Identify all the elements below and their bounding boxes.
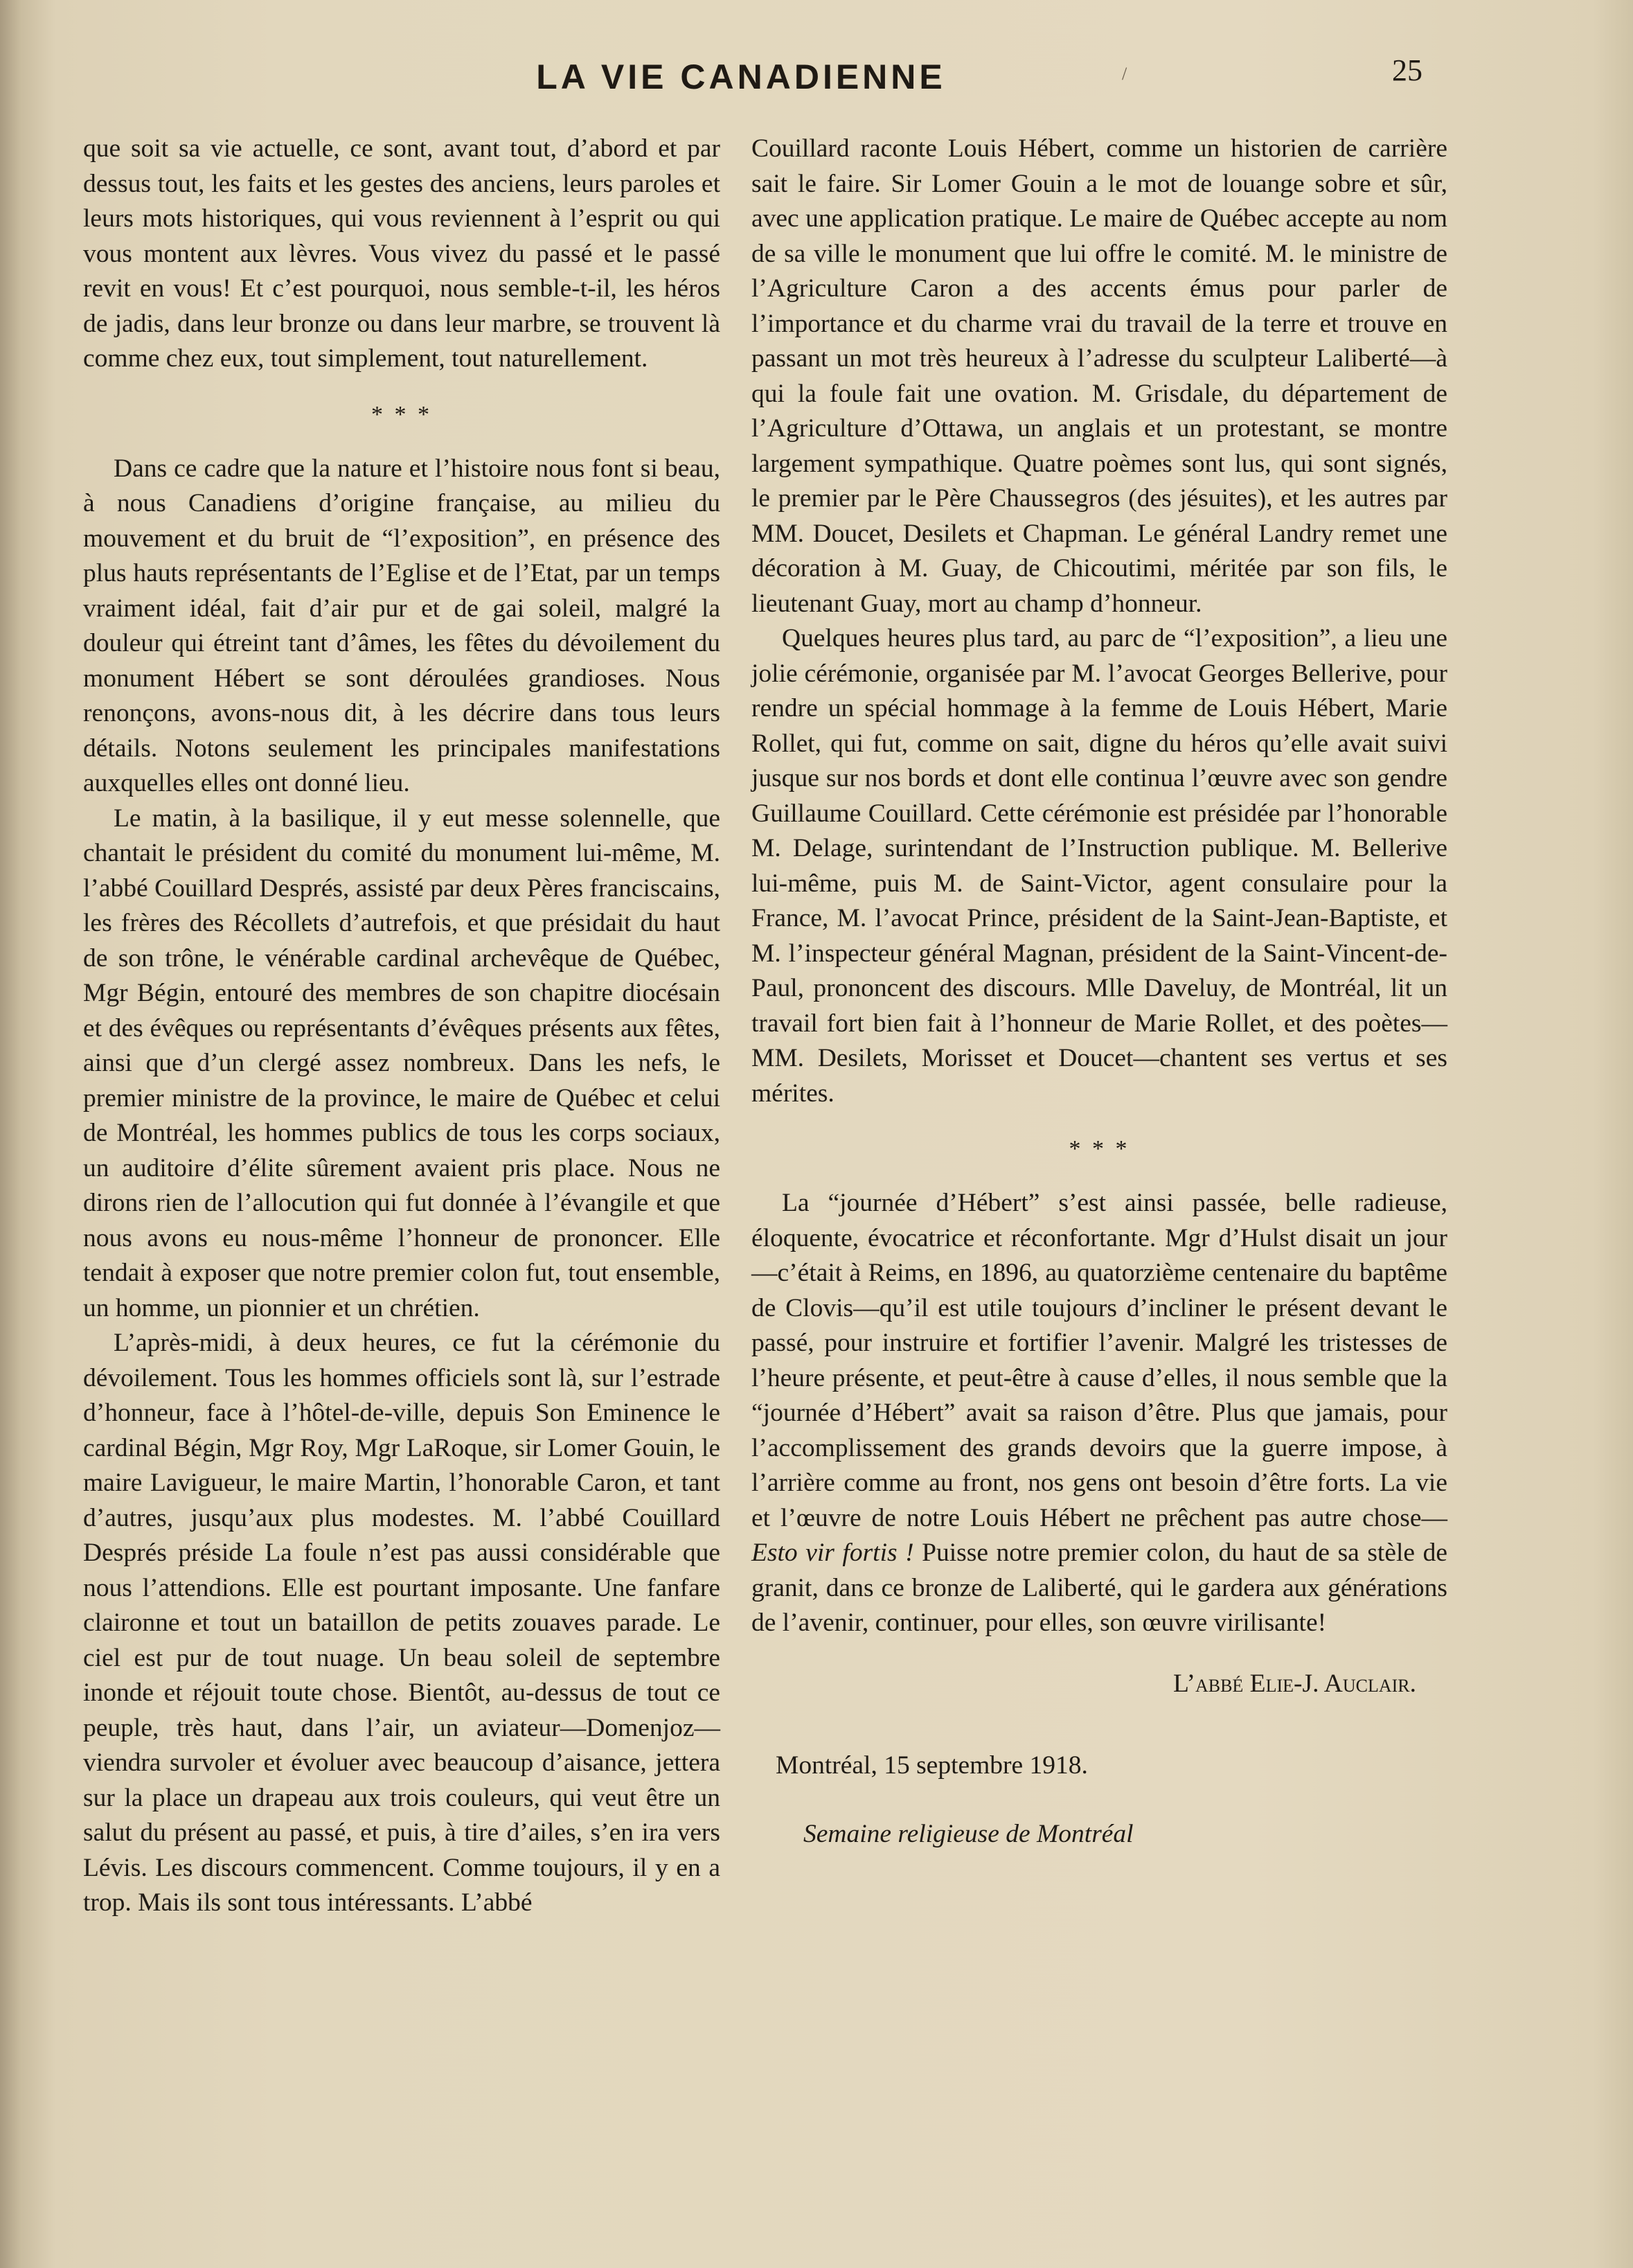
page-number: 25 bbox=[1392, 53, 1422, 87]
left-column bbox=[83, 132, 720, 1921]
paragraph-right-3-closing: Puisse notre premier colon, du haut de sa stèle de granit, dans ce bronze de Laliberté, qui le gardera aux générations de l’avenir, continuer, pour elles, son œuvre virilisante! bbox=[751, 1539, 1447, 1637]
section-separator: * * * bbox=[371, 401, 432, 427]
dateline: Montréal, 15 septembre 1918. bbox=[776, 1751, 1088, 1780]
author-signature: L’abbé Elie-J. Auclair. bbox=[1173, 1669, 1416, 1698]
paragraph-right-3 bbox=[751, 1186, 1447, 1641]
paragraph-left-4: L’après-midi, à deux heures, ce fut la cérémonie du dévoilement. Tous les hommes officiels sont là, sur l’estrade d’honneur, face à l’hôtel-de-ville, depuis Son Eminence le cardinal Bégin, Mgr Roy, Mgr LaRoque, sir Lomer Gouin, le maire Lavigueur, le maire Martin, l’honorable Caron, et tant d’autres, jusqu’aux plus modestes. M. l’abbé Couillard Després préside La foule n’est pas aussi considérable que nous l’attendions. Elle est pourtant imposante. Une fanfare claironne et tout un bataillon de petits zouaves parade. Le ciel est pur de tout nuage. Un beau soleil de septembre inonde et réjouit toute chose. Bientôt, au-dessus de tout ce peuple, très haut, dans l’air, un aviateur—Domenjoz—viendra survoler et évoluer avec beaucoup d’aisance, jettera sur la place un drapeau aux trois couleurs, qui veut être un salut du présent au passé, et puis, à tire d’ailes, s’en ira vers Lévis. Les discours commencent. Comme toujours, il y en a trop. Mais ils sont tous intéressants. L’abbé bbox=[83, 1329, 720, 1917]
latin-motto: Esto vir fortis ! bbox=[751, 1539, 914, 1567]
paragraph-left-1: que soit sa vie actuelle, ce sont, avant tout, d’abord et par dessus tout, les faits et les gestes des anciens, leurs paroles et leurs mots historiques, qui vous reviennent à l’esprit ou qui vous montent aux lèvres. Vous vivez du passé et le passé revit en vous! Et c’est pourquoi, nous semble-t-il, les héros de jadis, dans leur bronze ou dans leur marbre, se trouvent là comme chez eux, tout simplement, tout naturellement. bbox=[83, 134, 720, 373]
paragraph-right-2: Quelques heures plus tard, au parc de “l’exposition”, a lieu une jolie cérémonie, organisée par M. l’avocat Georges Bellerive, pour rendre un spécial hommage à la femme de Louis Hébert, Marie Rollet, qui fut, comme on sait, digne du héros qu’elle avait suivi jusque sur nos bords et dont elle continua l’œuvre avec son gendre Guillaume Couillard. Cette cérémonie est présidée par l’honorable M. Delage, surintendant de l’Instruction publique. M. Bellerive lui-même, puis M. de Saint-Victor, agent consulaire pour la France, M. l’avocat Prince, président de la Saint-Jean-Baptiste, et M. l’inspecteur général Magnan, président de la Saint-Vincent-de-Paul, prononcent des discours. Mlle Daveluy, de Montréal, lit un travail fort bien fait à l’honneur de Marie Rollet, et des poètes—MM. Desilets, Morisset et Doucet—chantent ses vertus et ses mérites. bbox=[751, 624, 1447, 1108]
source-citation: Semaine religieuse de Montréal bbox=[803, 1819, 1134, 1848]
paragraph-right-3-text: La “journée d’Hébert” s’est ainsi passée, belle radieuse, éloquente, évocatrice et réconfortante. Mgr d’Hulst disait un jour—c’était à Reims, en 1896, au quatorzième centenaire du baptême de Clovis—qu’il est utile toujours d’incliner le présent devant le passé, pour instruire et fortifier l’avenir. Malgré les tristesses de l’heure présente, et peut-être à cause d’elles, il nous semble que la “journée d’Hébert” avait sa raison d’être. Plus que jamais, pour l’accomplissement des grands devoirs que la guerre impose, à l’arrière comme au front, nos gens ont besoin d’être forts. La vie et l’œuvre de notre Louis Hébert ne prêchent pas autre chose— bbox=[751, 1189, 1447, 1532]
paragraph-left-3: Le matin, à la basilique, il y eut messe solennelle, que chantait le président du comité du monument lui-même, M. l’abbé Couillard Després, assisté par deux Pères franciscains, les frères des Récollets d’autrefois, et que présidait du haut de son trône, le vénérable cardinal archevêque de Québec, Mgr Bégin, entouré des membres de son chapitre diocésain et des évêques ou représentants d’évêques présents aux fêtes, ainsi que d’un clergé assez nombreux. Dans les nefs, le premier ministre de la province, le maire de Québec et celui de Montréal, les hommes publics de tous les corps sociaux, un auditoire d’élite sûrement avaient pris place. Nous ne dirons rien de l’allocution qui fut donnée à l’évangile et que nous avons eu nous-même l’honneur de prononcer. Elle tendait à exposer que notre premier colon fut, tout ensemble, un homme, un pionnier et un chrétien. bbox=[83, 804, 720, 1322]
paragraph-left-2: Dans ce cadre que la nature et l’histoire nous font si beau, à nous Canadiens d’origine française, au milieu du mouvement et du bruit de “l’exposition”, en présence des plus hauts représentants de l’Eglise et de l’Etat, par un temps vraiment idéal, fait d’air pur et de gai soleil, malgré la douleur qui étreint tant d’âmes, les fêtes du dévoilement du monument Hébert se sont déroulées grandioses. Nous renonçons, avons-nous dit, à les décrire dans tous leurs détails. Notons seulement les principales manifestations auxquelles elles ont donné lieu. bbox=[83, 454, 720, 797]
page-header bbox=[0, 53, 1633, 105]
stray-mark: / bbox=[1122, 64, 1127, 84]
right-column bbox=[751, 132, 1447, 1849]
running-title: LA VIE CANADIENNE bbox=[536, 57, 946, 96]
section-separator: * * * bbox=[1069, 1136, 1130, 1162]
paragraph-right-1: Couillard raconte Louis Hébert, comme un historien de carrière sait le faire. Sir Lomer Gouin a le mot de louange sobre et sûr, avec une application pratique. Le maire de Québec accepte au nom de sa ville le monument que lui offre le comité. M. le ministre de l’Agriculture Caron a des accents émus pour parler de l’importance et du charme vrai du travail de la terre et trouve en passant un mot très heureux à l’adresse du sculpteur Laliberté—à qui la foule fait une ovation. M. Grisdale, du département de l’Agriculture d’Ottawa, un anglais et un protestant, se montre largement sympathique. Quatre poèmes sont lus, qui sont signés, le premier par le Père Chaussegros (des jésuites), et les autres par MM. Doucet, Desilets et Chapman. Le général Landry remet une décoration à M. Guay, de Chicoutimi, méritée par son fils, le lieutenant Guay, mort au champ d’honneur. bbox=[751, 134, 1447, 618]
